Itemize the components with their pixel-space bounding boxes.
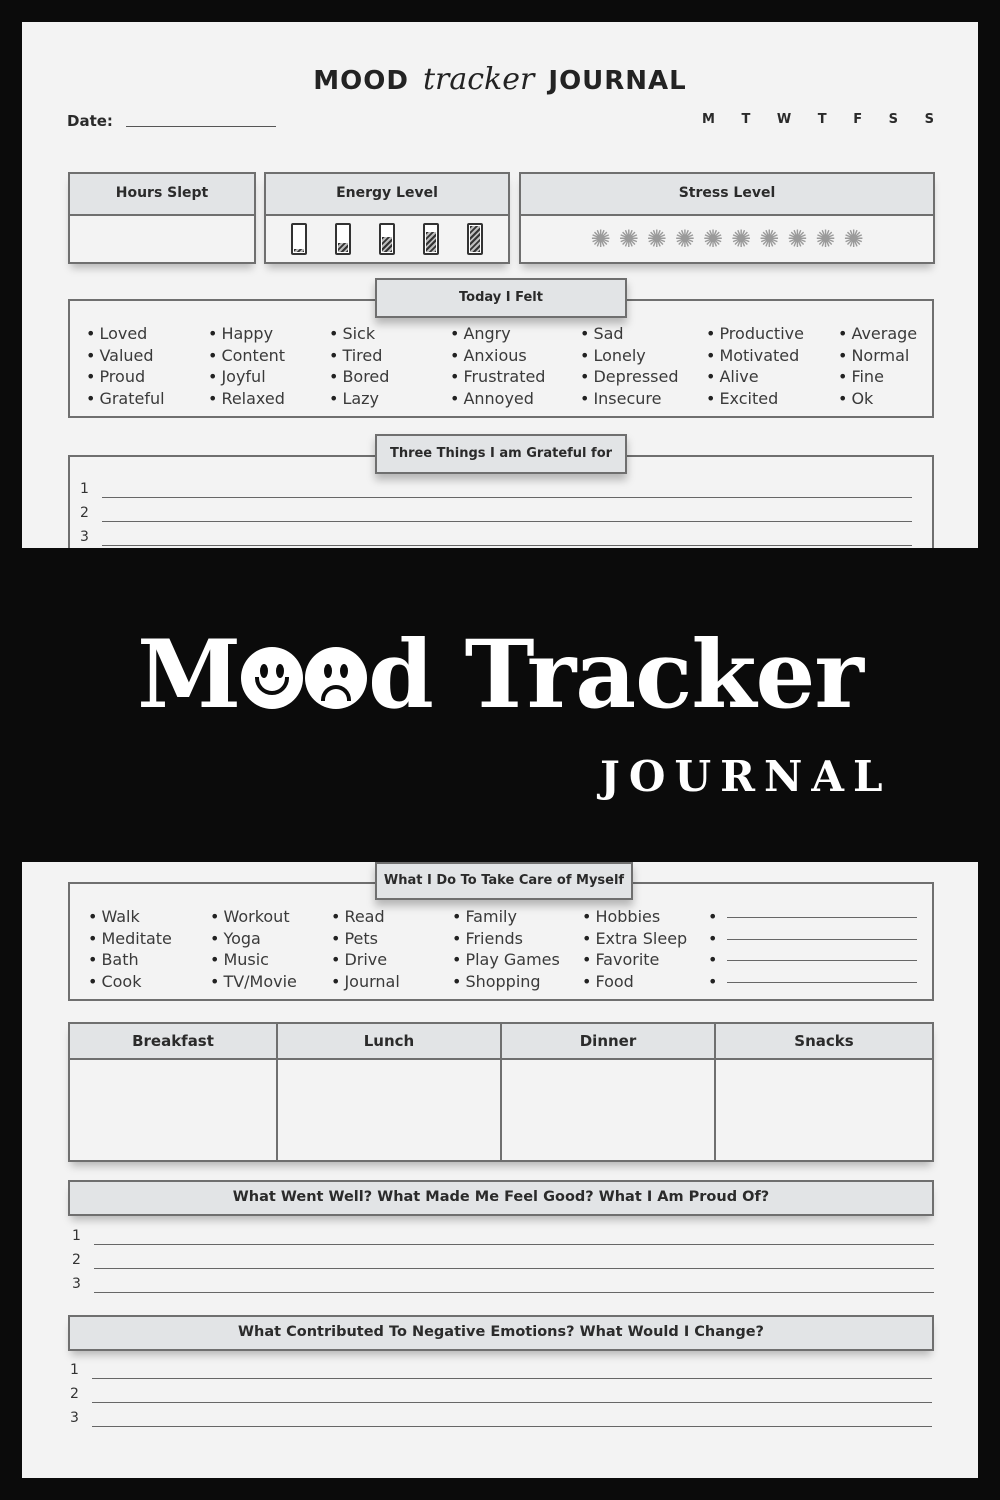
list-item[interactable]: • Joyful: [208, 366, 285, 388]
cover-title-start: M: [137, 620, 241, 730]
bottom-journal-page: [22, 862, 978, 1478]
blank-line[interactable]: [727, 917, 917, 918]
battery-icon[interactable]: [291, 223, 307, 255]
writing-line[interactable]: [94, 1268, 934, 1269]
writing-line[interactable]: [94, 1292, 934, 1293]
battery-icon[interactable]: [379, 223, 395, 255]
stress-icon-row: [521, 216, 933, 262]
list-item[interactable]: • Drive: [331, 949, 400, 971]
list-item[interactable]: • Insecure: [580, 388, 679, 410]
list-column: [838, 323, 917, 410]
list-item[interactable]: • Sick: [329, 323, 389, 345]
self-care-list: [88, 906, 928, 996]
list-item[interactable]: • Depressed: [580, 366, 679, 388]
list-item[interactable]: • Family: [452, 906, 560, 928]
list-item[interactable]: • TV/Movie: [210, 971, 297, 993]
went-well-label: What Went Well? What Made Me Feel Good? What I Am Proud Of?: [70, 1182, 932, 1214]
bee-icon[interactable]: ✺: [787, 225, 808, 253]
journal-title-right: JOURNAL: [548, 66, 687, 96]
sad-face-icon: [305, 647, 367, 709]
bee-icon[interactable]: ✺: [674, 225, 695, 253]
line-number: 2: [80, 505, 89, 521]
day-option[interactable]: S: [924, 112, 934, 127]
list-item[interactable]: • Friends: [452, 928, 560, 950]
line-number: 1: [72, 1228, 81, 1244]
hours-slept-field[interactable]: [70, 216, 254, 262]
journal-title: [22, 62, 978, 97]
battery-icon[interactable]: [467, 223, 483, 255]
list-item[interactable]: • Journal: [331, 971, 400, 993]
top-journal-page: [22, 22, 978, 548]
list-item[interactable]: • Workout: [210, 906, 297, 928]
day-option[interactable]: T: [817, 112, 827, 127]
list-item[interactable]: • Frustrated: [450, 366, 545, 388]
cover-subtitle: JOURNAL: [600, 752, 892, 801]
energy-level-box: [264, 172, 510, 264]
list-item[interactable]: • Music: [210, 949, 297, 971]
writing-line[interactable]: [102, 545, 912, 546]
list-column: [450, 323, 545, 410]
writing-line[interactable]: [94, 1244, 934, 1245]
writing-line[interactable]: [102, 521, 912, 522]
bee-icon[interactable]: ✺: [731, 225, 752, 253]
blank-line[interactable]: [727, 982, 917, 983]
meal-header: Lunch: [278, 1024, 500, 1060]
blank-line[interactable]: [727, 939, 917, 940]
blank-list-item[interactable]: [708, 906, 917, 928]
bee-icon[interactable]: ✺: [815, 225, 836, 253]
went-well-header: [68, 1180, 934, 1216]
list-item[interactable]: • Anxious: [450, 345, 545, 367]
list-item[interactable]: • Walk: [88, 906, 172, 928]
list-item[interactable]: • Proud: [86, 366, 165, 388]
day-option[interactable]: S: [888, 112, 899, 127]
list-item[interactable]: • Cook: [88, 971, 172, 993]
list-item[interactable]: • Yoga: [210, 928, 297, 950]
battery-icon[interactable]: [423, 223, 439, 255]
blank-list-item[interactable]: [708, 949, 917, 971]
weekday-selector: [702, 112, 934, 127]
negative-header: [68, 1315, 934, 1351]
list-item[interactable]: • Bored: [329, 366, 389, 388]
list-column: [210, 906, 297, 993]
meals-table: [68, 1022, 934, 1162]
list-item[interactable]: • Grateful: [86, 388, 165, 410]
list-item[interactable]: • Shopping: [452, 971, 560, 993]
stress-level-box: [519, 172, 935, 264]
bee-icon[interactable]: ✺: [590, 225, 611, 253]
bee-icon[interactable]: ✺: [843, 225, 864, 253]
list-item[interactable]: • Favorite: [582, 949, 687, 971]
bee-icon[interactable]: ✺: [759, 225, 780, 253]
list-item[interactable]: • Lonely: [580, 345, 679, 367]
list-item[interactable]: • Valued: [86, 345, 165, 367]
hours-slept-label: Hours Slept: [70, 174, 254, 216]
writing-line[interactable]: [92, 1426, 932, 1427]
line-number: 2: [70, 1386, 79, 1402]
bee-icon[interactable]: ✺: [702, 225, 723, 253]
list-item[interactable]: • Alive: [706, 366, 804, 388]
list-item[interactable]: • Angry: [450, 323, 545, 345]
line-number: 3: [70, 1410, 79, 1426]
meal-column: [278, 1024, 502, 1160]
list-item[interactable]: • Ok: [838, 388, 917, 410]
bee-icon[interactable]: ✺: [646, 225, 667, 253]
hours-slept-box: [68, 172, 256, 264]
line-number: 3: [72, 1276, 81, 1292]
list-item[interactable]: • Extra Sleep: [582, 928, 687, 950]
meal-header: Breakfast: [70, 1024, 276, 1060]
journal-title-script: tracker: [422, 62, 535, 97]
grateful-label: Three Things I am Grateful for: [375, 434, 627, 474]
bee-icon[interactable]: ✺: [618, 225, 639, 253]
list-column: [208, 323, 285, 410]
list-item[interactable]: • Annoyed: [450, 388, 545, 410]
line-number: 2: [72, 1252, 81, 1268]
list-item[interactable]: • Excited: [706, 388, 804, 410]
smiley-face-icon: [241, 647, 303, 709]
date-label: Date:: [67, 112, 113, 130]
energy-battery-row: [266, 216, 508, 262]
battery-icon[interactable]: [335, 223, 351, 255]
list-column: [329, 323, 389, 410]
journal-title-left: MOOD: [313, 66, 409, 96]
list-item[interactable]: • Food: [582, 971, 687, 993]
list-item[interactable]: • Fine: [838, 366, 917, 388]
list-item[interactable]: • Meditate: [88, 928, 172, 950]
writing-line[interactable]: [92, 1402, 932, 1403]
meal-header: Snacks: [716, 1024, 932, 1060]
energy-level-label: Energy Level: [266, 174, 508, 216]
line-number: 1: [70, 1362, 79, 1378]
self-care-label: What I Do To Take Care of Myself: [375, 862, 633, 900]
negative-label: What Contributed To Negative Emotions? What Would I Change?: [70, 1317, 932, 1349]
meal-column: [716, 1024, 932, 1160]
list-item[interactable]: • Relaxed: [208, 388, 285, 410]
list-item[interactable]: • Happy: [208, 323, 285, 345]
blank-line[interactable]: [727, 960, 917, 961]
list-item[interactable]: • Pets: [331, 928, 400, 950]
list-item[interactable]: • Tired: [329, 345, 389, 367]
list-item[interactable]: • Average: [838, 323, 917, 345]
day-option[interactable]: F: [853, 112, 863, 127]
list-column: [452, 906, 560, 993]
list-column: [706, 323, 804, 410]
list-column-blank: [708, 906, 917, 993]
meal-column: [70, 1024, 278, 1160]
meal-column: [502, 1024, 716, 1160]
feelings-list: [86, 323, 926, 413]
line-number: 1: [80, 481, 89, 497]
list-item[interactable]: • Productive: [706, 323, 804, 345]
day-option[interactable]: T: [741, 112, 751, 127]
writing-line[interactable]: [102, 497, 912, 498]
list-column: [582, 906, 687, 993]
blank-list-item[interactable]: [708, 928, 917, 950]
list-column: [86, 323, 165, 410]
list-item[interactable]: • Read: [331, 906, 400, 928]
list-item[interactable]: • Hobbies: [582, 906, 687, 928]
list-column: [88, 906, 172, 993]
stress-level-label: Stress Level: [521, 174, 933, 216]
list-item[interactable]: • Loved: [86, 323, 165, 345]
day-option[interactable]: M: [702, 112, 715, 127]
list-column: [331, 906, 400, 993]
day-option[interactable]: W: [776, 112, 792, 127]
list-item[interactable]: • Bath: [88, 949, 172, 971]
meal-header: Dinner: [502, 1024, 714, 1060]
today-i-felt-label: Today I Felt: [375, 278, 627, 318]
list-item[interactable]: • Motivated: [706, 345, 804, 367]
line-number: 3: [80, 529, 89, 545]
list-item[interactable]: • Normal: [838, 345, 917, 367]
cover-title-end: d Tracker: [368, 620, 863, 730]
list-column: [580, 323, 679, 410]
writing-line[interactable]: [92, 1378, 932, 1379]
cover-title: [0, 620, 1000, 730]
blank-list-item[interactable]: [708, 971, 917, 993]
list-item[interactable]: • Content: [208, 345, 285, 367]
date-field[interactable]: [126, 126, 276, 127]
list-item[interactable]: • Sad: [580, 323, 679, 345]
list-item[interactable]: • Play Games: [452, 949, 560, 971]
list-item[interactable]: • Lazy: [329, 388, 389, 410]
